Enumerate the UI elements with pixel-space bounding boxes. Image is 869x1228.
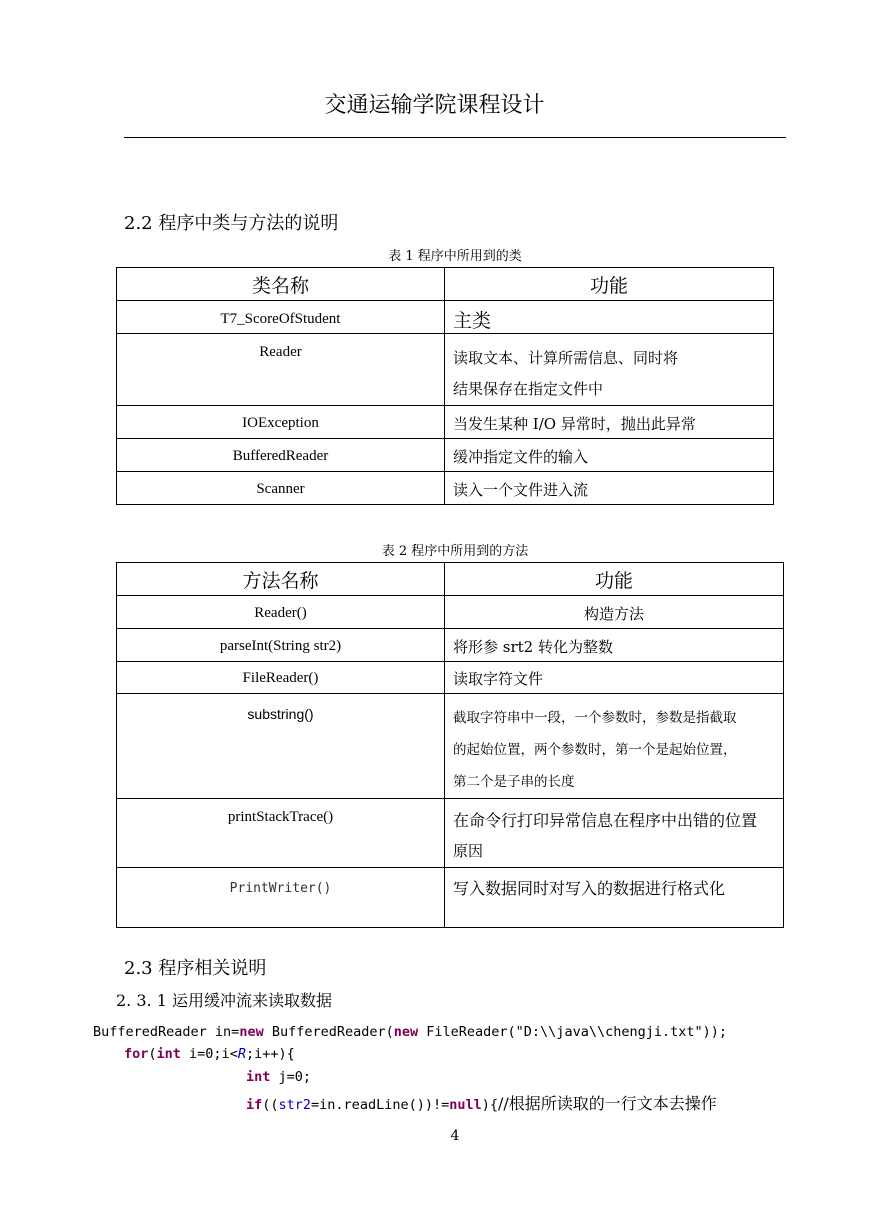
table2-method-function <box>445 799 784 868</box>
table-row <box>117 472 774 505</box>
code-line-4: if((str2=in.readLine())!=null){//根据所读取的一行文本去操作 <box>246 1094 717 1113</box>
table1-class-name: Reader <box>117 334 445 406</box>
table-row <box>117 629 784 662</box>
table1-function-line: 读取文本、计算所需信息、同时将 <box>453 349 679 367</box>
header-divider <box>124 137 786 138</box>
table2-function-line: 第二个是子串的长度 <box>453 774 575 790</box>
methods-table <box>116 562 784 928</box>
table-row <box>117 596 784 629</box>
table2-method-name: parseInt(String str2) <box>117 629 445 662</box>
table2-method-function <box>445 694 784 799</box>
classes-table <box>116 267 774 505</box>
table1-caption: 表 1 程序中所用到的类 <box>388 249 522 264</box>
table-row <box>117 799 784 868</box>
section-2-2-heading: 2.2 程序中类与方法的说明 <box>124 213 339 234</box>
table-row <box>117 439 774 472</box>
table1-class-name: Scanner <box>117 472 445 505</box>
table2-method-name: substring() <box>117 694 445 799</box>
table-row <box>117 406 774 439</box>
table2-function-line: 原因 <box>453 842 484 860</box>
table2-method-name: printStackTrace() <box>117 799 445 868</box>
table-row <box>117 868 784 928</box>
table2-function-line: 截取字符串中一段，一个参数时，参数是指截取 <box>453 710 737 726</box>
table1-class-function: 缓冲指定文件的输入 <box>445 439 774 472</box>
table2-method-function: 将形参 srt2 转化为整数 <box>445 629 784 662</box>
table2-method-function: 写入数据同时对写入的数据进行格式化 <box>445 868 784 928</box>
table2-caption: 表 2 程序中所用到的方法 <box>381 544 529 559</box>
table2-method-name: FileReader() <box>117 662 445 694</box>
table-row <box>117 662 784 694</box>
table2-method-name: Reader() <box>117 596 445 629</box>
table2-method-function: 读取字符文件 <box>445 662 784 694</box>
code-line-2: for(int i=0;i<R;i++){ <box>124 1046 295 1062</box>
table1-class-name: T7_ScoreOfStudent <box>117 301 445 334</box>
table1-class-function: 主类 <box>445 301 774 334</box>
table-row <box>117 334 774 406</box>
table1-class-function: 读入一个文件进入流 <box>445 472 774 505</box>
table1-function-line: 结果保存在指定文件中 <box>453 380 604 398</box>
table2-header-name: 方法名称 <box>117 563 445 596</box>
table1-class-name: BufferedReader <box>117 439 445 472</box>
table-row <box>117 301 774 334</box>
table2-function-line: 的起始位置，两个参数时，第一个是起始位置， <box>453 742 737 758</box>
code-comment: //根据所读取的一行文本去操作 <box>498 1094 717 1113</box>
table2-function-line: 在命令行打印异常信息在程序中出错的位置 <box>453 811 758 830</box>
table1-class-function <box>445 334 774 406</box>
section-2-3-heading: 2.3 程序相关说明 <box>124 958 267 979</box>
table1-header-name: 类名称 <box>117 268 445 301</box>
table2-method-function: 构造方法 <box>445 596 784 629</box>
table2-method-name: PrintWriter() <box>117 868 445 928</box>
page-header-title: 交通运输学院课程设计 <box>324 93 545 118</box>
code-line-3: int j=0; <box>246 1069 312 1085</box>
section-2-3-1-heading: 2. 3. 1 运用缓冲流来读取数据 <box>116 991 332 1010</box>
table-row <box>117 694 784 799</box>
page-number: 4 <box>450 1128 460 1144</box>
table1-class-name: IOException <box>117 406 445 439</box>
table1-class-function: 当发生某种 I/O 异常时，抛出此异常 <box>445 406 774 439</box>
table1-header-function: 功能 <box>445 268 774 301</box>
code-line-1: BufferedReader in=new BufferedReader(new FileReader("D:\\java\\chengji.txt")); <box>93 1024 727 1040</box>
table2-header-function: 功能 <box>445 563 784 596</box>
